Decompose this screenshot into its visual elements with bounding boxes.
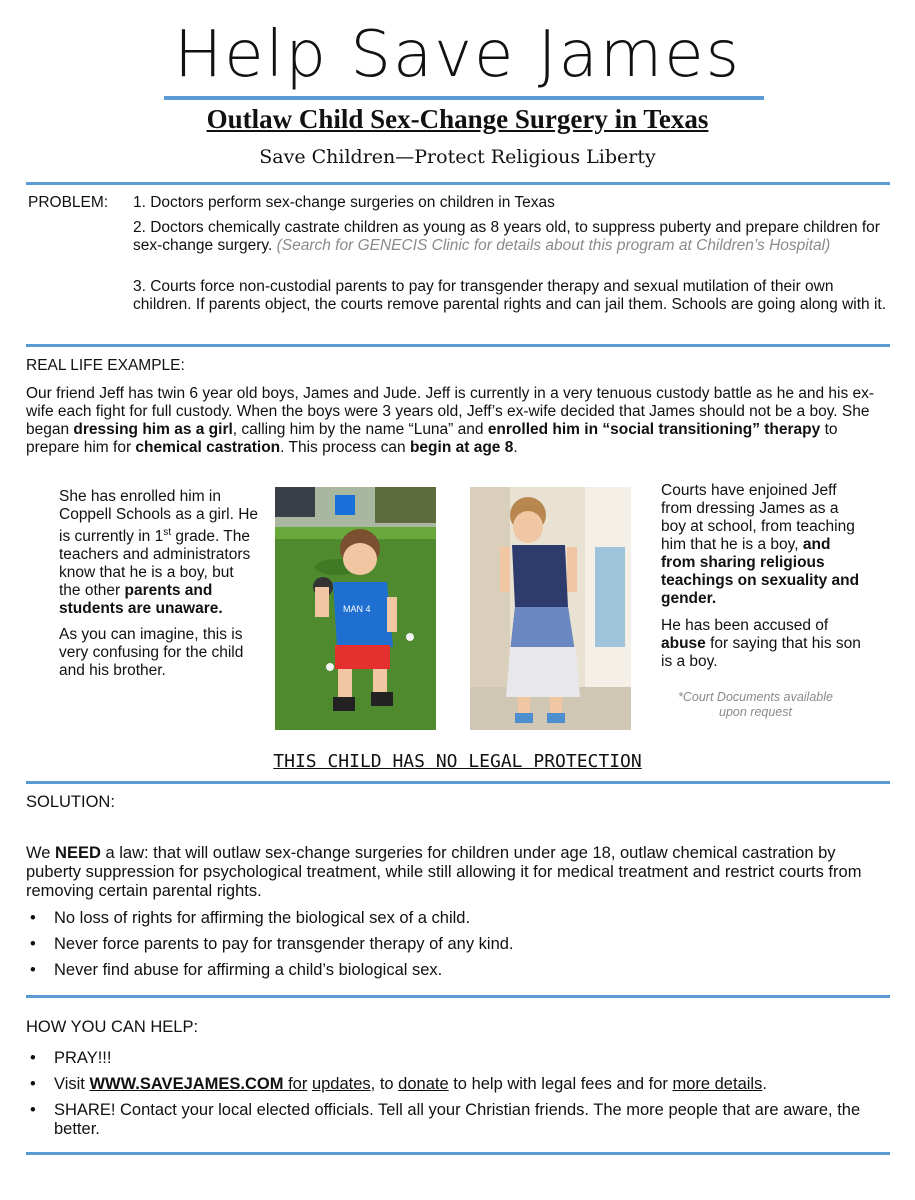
title-rule xyxy=(164,96,764,100)
left-col-sup: st xyxy=(163,527,172,538)
problem-item-2-text: 2. Doctors chemically castrate children as young as 8 years old, to suppress puberty and prepare children for sex-change surgery. xyxy=(133,219,880,254)
solution-label: SOLUTION: xyxy=(26,793,115,811)
solution-bullet: • Never find abuse for affirming a child’s biological sex. xyxy=(26,961,886,980)
tagline: Save Children—Protect Religious Liberty xyxy=(259,146,656,168)
left-col-text-2: grade. The teachers and administrators know that he is a boy, but the other xyxy=(59,528,251,600)
photo-child-dress xyxy=(470,487,631,730)
left-col-paragraph-2: As you can imagine, this is very confusing for the child and his brother. xyxy=(59,626,244,680)
help-visit-text: Visit xyxy=(54,1075,90,1093)
help-for-text: for xyxy=(283,1075,308,1093)
help-fees-text: to help with legal fees and for xyxy=(448,1075,673,1093)
example-bold-4: begin at age 8 xyxy=(409,439,514,456)
example-text-1: Our friend Jeff has twin 6 year old boys, James and Jude. Jeff is currently in a very tenuous custody battle as he and his ex-wife each fight for full custody. When the boys were 3 years old, Jeff’s ex-wife decided that James should not be a boy. She began xyxy=(26,385,875,438)
solution-paragraph xyxy=(26,844,892,901)
example-text-5: . xyxy=(513,439,518,456)
solution-bullet: • No loss of rights for affirming the biological sex of a child. xyxy=(26,909,886,928)
example-label: REAL LIFE EXAMPLE: xyxy=(26,357,185,374)
right-column xyxy=(661,482,861,671)
example-bold-2: enrolled him in “social transitioning” therapy xyxy=(487,421,821,438)
example-paragraph xyxy=(26,385,888,457)
help-bullet-visit xyxy=(26,1075,888,1094)
help-label: HOW YOU CAN HELP: xyxy=(26,1018,199,1036)
right-col-text-2: He has been accused of xyxy=(661,617,829,634)
example-text-3: to prepare him for xyxy=(26,421,838,456)
problem-label: PROBLEM: xyxy=(28,194,109,211)
problem-item-3: 3. Courts force non-custodial parents to pay for transgender therapy and sexual mutilation of their own children. If parents object, the courts remove parental rights and can jail them. Schools are going along with it. xyxy=(133,278,887,313)
divider-5 xyxy=(26,1152,890,1155)
right-col-paragraph-2 xyxy=(661,617,861,671)
example-bold-3: chemical castration xyxy=(135,439,281,456)
right-col-paragraph-1 xyxy=(661,482,861,608)
shirt-text: MAN 4 xyxy=(343,604,371,614)
solution-bold: NEED xyxy=(55,844,101,862)
left-column xyxy=(59,488,259,680)
right-col-text-3: for saying that his son is a boy. xyxy=(661,635,861,670)
problem-item-2 xyxy=(133,219,883,255)
right-col-bold-2: abuse xyxy=(661,635,706,652)
help-bullet-share: • SHARE! Contact your local elected officials. Tell all your Christian friends. The more people that are aware, the better. xyxy=(26,1101,888,1139)
example-text-2: , calling him by the name “Luna” and xyxy=(232,421,488,438)
more-details-link[interactable]: more details xyxy=(672,1075,763,1093)
solution-text-2: a law: that will outlaw sex-change surgeries for children under age 18, outlaw chemical castration by puberty suppression for psychological treatment, while still allowing it for medical treatment and restrict courts from removing certain parental rights. xyxy=(26,844,862,900)
solution-bullet: • Never force parents to pay for transgender therapy of any kind. xyxy=(26,935,886,954)
solution-bullet-list xyxy=(26,909,886,987)
example-text-4: . This process can xyxy=(280,439,410,456)
photo-boy-blue-shirt xyxy=(275,487,436,730)
subtitle: Outlaw Child Sex-Change Surgery in Texas xyxy=(206,104,709,134)
problem-item-2-note: (Search for GENECIS Clinic for details about this program at Children’s Hospital) xyxy=(276,237,831,254)
help-bullet-pray: • PRAY!!! xyxy=(26,1049,888,1068)
updates-link[interactable]: updates xyxy=(311,1075,371,1093)
right-col-bold-1: and from sharing religious teachings on sexuality and gender. xyxy=(661,536,860,607)
help-bullet-list xyxy=(26,1049,888,1146)
court-documents-note: *Court Documents available upon request xyxy=(678,690,833,719)
divider-2 xyxy=(26,344,890,347)
left-col-paragraph-1 xyxy=(59,488,259,618)
solution-text-1: We xyxy=(26,844,56,862)
donate-link[interactable]: donate xyxy=(398,1075,449,1093)
help-to-text: , to xyxy=(370,1075,399,1093)
divider-1 xyxy=(26,182,890,185)
page-title: Help Save James xyxy=(174,18,741,92)
left-col-text-1: She has enrolled him in Coppell Schools as a girl. He is currently in 1 xyxy=(59,488,259,546)
example-bold-1: dressing him as a girl xyxy=(73,421,233,438)
left-col-bold: parents and students are unaware. xyxy=(59,582,223,618)
photo-boy-blue-shirt-image xyxy=(275,487,436,730)
savejames-link[interactable]: WWW.SAVEJAMES.COM xyxy=(89,1075,284,1093)
photo-child-dress-image xyxy=(470,487,631,730)
problem-item-1: 1. Doctors perform sex-change surgeries on children in Texas xyxy=(133,194,555,211)
divider-3 xyxy=(26,781,890,784)
help-period: . xyxy=(762,1075,767,1093)
no-protection-banner: THIS CHILD HAS NO LEGAL PROTECTION xyxy=(273,751,642,772)
right-col-text-1: Courts have enjoined Jeff from dressing James as a boy at school, from teaching him that he is a boy, xyxy=(661,482,855,553)
divider-4 xyxy=(26,995,890,998)
